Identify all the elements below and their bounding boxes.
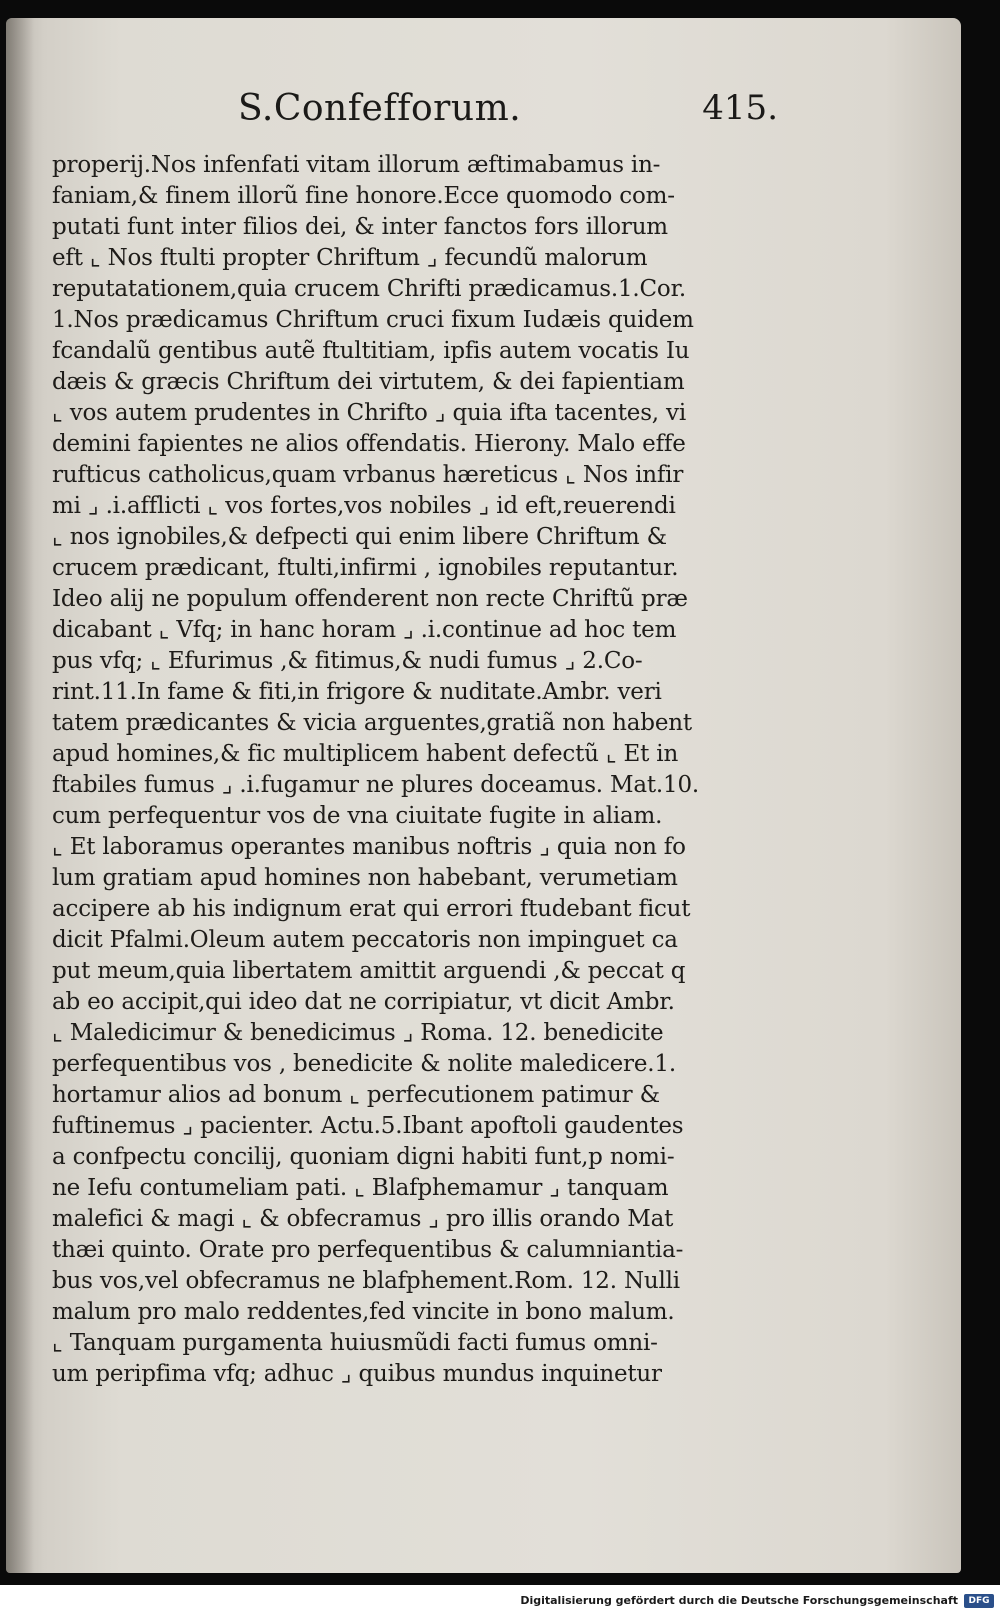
text-line: perfequentibus vos , benedicite & nolite maledicere.1. (52, 1051, 676, 1077)
text-line: crucem prædicant, ftulti,infirmi , ignobiles reputantur. (52, 555, 679, 581)
text-line: malefici & magi ⌞ & obfecramus ⌟ pro illis orando Mat (52, 1206, 674, 1232)
text-line: eft ⌞ Nos ftulti propter Chriftum ⌟ fecundũ malorum (52, 245, 648, 271)
dfg-logo-icon: DFG (964, 1594, 994, 1608)
running-title: S.Confefforum. (238, 88, 522, 129)
text-line: rufticus catholicus,quam vrbanus hæreticus ⌞ Nos infir (52, 462, 684, 488)
text-line: reputatationem,quia crucem Chrifti prædicamus.1.Cor. (52, 276, 686, 302)
text-line: Ideo alij ne populum offenderent non recte Chriftũ præ (52, 586, 688, 612)
text-line: ne Iefu contumeliam pati. ⌞ Blafphemamur ⌟ tanquam (52, 1175, 669, 1201)
text-line: dicit Pfalmi.Oleum autem peccatoris non impinguet ca (52, 927, 678, 953)
text-line: ⌞ Et laboramus operantes manibus noftris ⌟ quia non fo (52, 834, 686, 860)
text-line: ab eo accipit,qui ideo dat ne corripiatur, vt dicit Ambr. (52, 989, 675, 1015)
text-line: ⌞ Tanquam purgamenta huiusmũdi facti fumus omni- (52, 1330, 658, 1356)
text-line: malum pro malo reddentes,fed vincite in bono malum. (52, 1299, 675, 1325)
text-line: cum perfequentur vos de vna ciuitate fugite in aliam. (52, 803, 663, 829)
text-line: faniam,& finem illorũ fine honore.Ecce quomodo com- (52, 183, 675, 209)
text-line: rint.11.In fame & fiti,in frigore & nuditate.Ambr. veri (52, 679, 662, 705)
text-line: ⌞ Maledicimur & benedicimus ⌟ Roma. 12. benedicite (52, 1020, 664, 1046)
text-line: ftabiles fumus ⌟ .i.fugamur ne plures doceamus. Mat.10. (52, 772, 700, 798)
text-line: ⌞ nos ignobiles,& defpecti qui enim libere Chriftum & (52, 524, 667, 550)
page-number: 415. (702, 88, 778, 128)
text-line: accipere ab his indignum erat qui errori ftudebant ficut (52, 896, 691, 922)
text-line: demini fapientes ne alios offendatis. Hierony. Malo effe (52, 431, 686, 457)
text-line: ⌞ vos autem prudentes in Chrifto ⌟ quia ifta tacentes, vi (52, 400, 686, 426)
text-line: putati funt inter filios dei, & inter fanctos fors illorum (52, 214, 668, 240)
text-line: 1.Nos prædicamus Chriftum cruci fixum Iudæis quidem (52, 307, 694, 333)
text-line: tatem prædicantes & vicia arguentes,gratiã non habent (52, 710, 692, 736)
funding-credit: Digitalisierung gefördert durch die Deutsche Forschungsgemeinschaft (520, 1594, 958, 1607)
text-line: put meum,quia libertatem amittit arguendi ,& peccat q (52, 958, 686, 984)
text-line: properij.Nos infenfati vitam illorum æftimabamus in- (52, 152, 661, 178)
text-line: um peripfima vfq; adhuc ⌟ quibus mundus inquinetur (52, 1361, 662, 1387)
book-page (6, 18, 961, 1573)
text-line: a confpectu concilij, quoniam digni habiti funt,p nomi- (52, 1144, 675, 1170)
text-line: mi ⌟ .i.afflicti ⌞ vos fortes,vos nobiles ⌟ id eft,reuerendi (52, 493, 676, 519)
text-line: apud homines,& fic multiplicem habent defectũ ⌞ Et in (52, 741, 679, 767)
text-line: dæis & græcis Chriftum dei virtutem, & dei fapientiam (52, 369, 685, 395)
text-line: hortamur alios ad bonum ⌞ perfecutionem patimur & (52, 1082, 660, 1108)
text-line: fcandalũ gentibus autẽ ftultitiam, ipfis autem vocatis Iu (52, 338, 690, 364)
text-line: lum gratiam apud homines non habebant, verumetiam (52, 865, 678, 891)
text-line: pus vfq; ⌞ Efurimus ,& fitimus,& nudi fumus ⌟ 2.Co- (52, 648, 643, 674)
body-text (52, 150, 772, 1390)
digitization-footer (0, 1585, 1000, 1615)
running-head (238, 88, 778, 138)
text-line: fuftinemus ⌟ pacienter. Actu.5.Ibant apoftoli gaudentes (52, 1113, 684, 1139)
text-line: bus vos,vel obfecramus ne blafphement.Rom. 12. Nulli (52, 1268, 680, 1294)
text-line: thæi quinto. Orate pro perfequentibus & calumniantia- (52, 1237, 684, 1263)
text-line: dicabant ⌞ Vfq; in hanc horam ⌟ .i.continue ad hoc tem (52, 617, 677, 643)
gutter-shadow (6, 18, 34, 1573)
